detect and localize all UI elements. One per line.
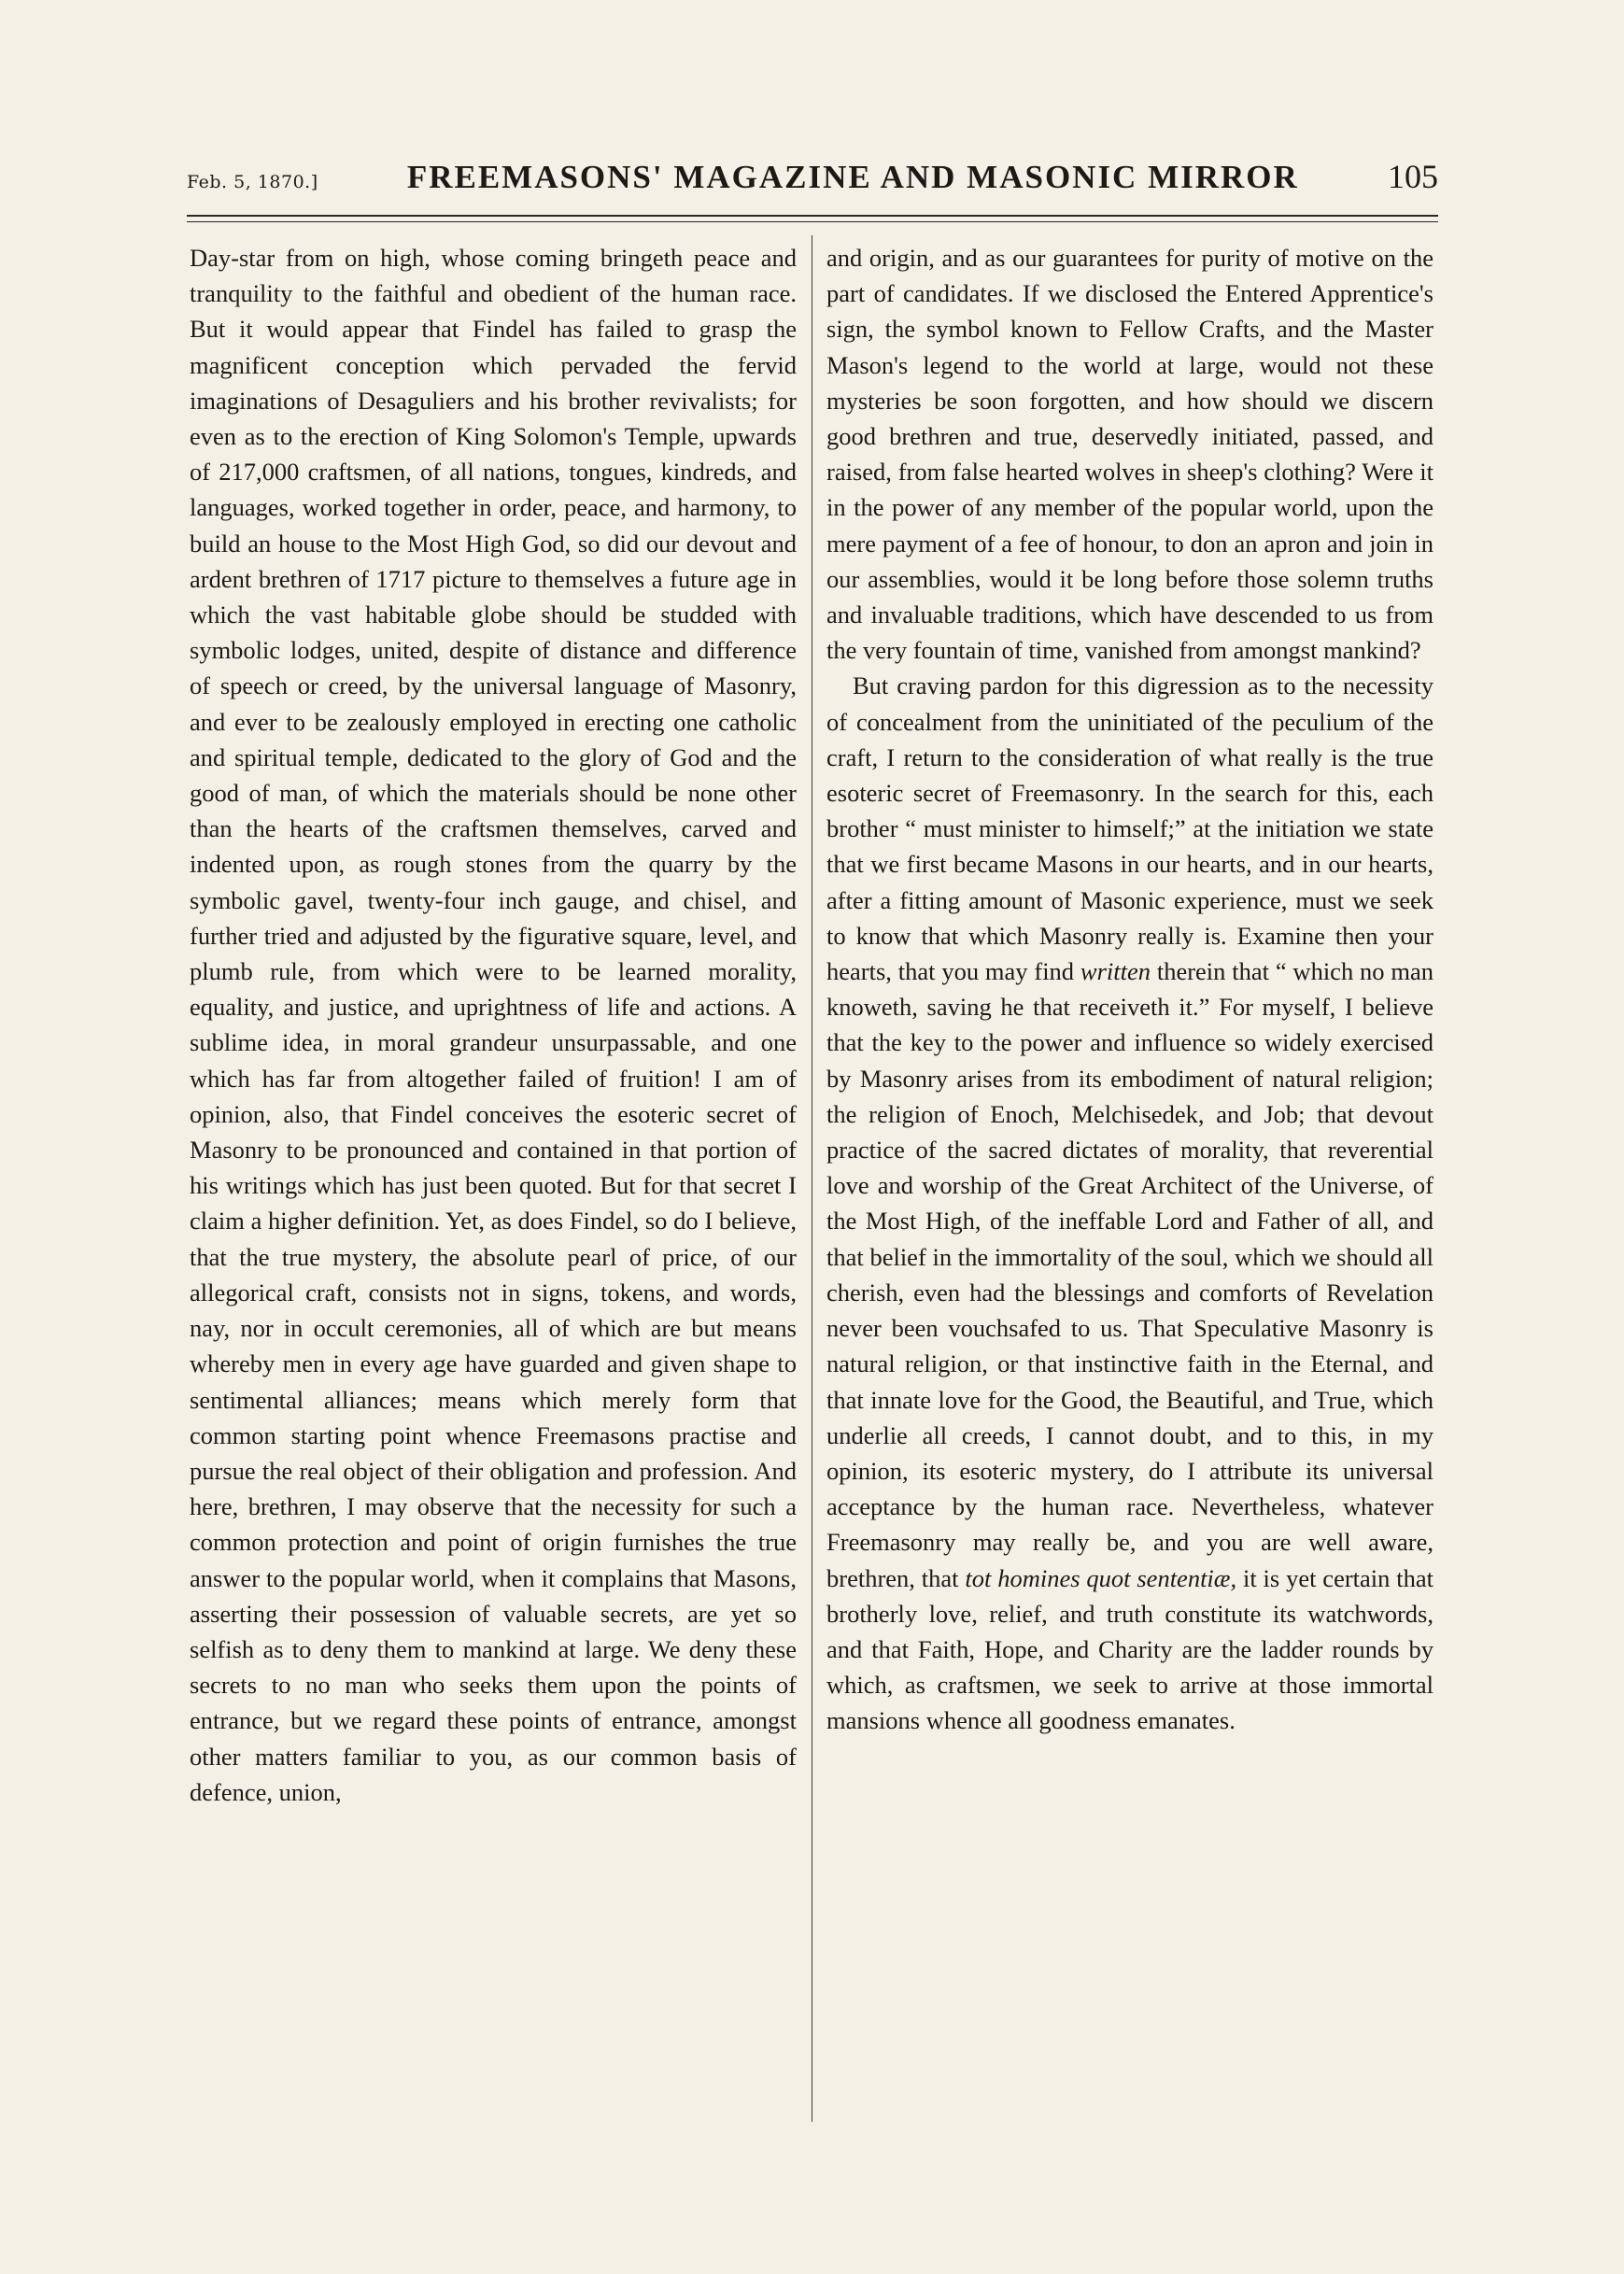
paragraph-2-part-c: it is yet certain that brotherly love, relief, and truth constitute its watchwords, and that Faith, Hope, and Charity are the ladder rounds by which, as craftsmen, we seek to arrive at those immortal mansions whence all goodness emanates. xyxy=(826,1563,1433,1735)
running-header xyxy=(187,157,1438,204)
paragraph-2-part-b: therein that “ which no man knoweth, saving he that receiveth it.” For myself, I believe that the key to the power and influence so widely exercised by Masonry arises from its embodiment of natural religion; the religion of Enoch, Melchisedek, and Job; that devout practice of the sacred dictates of morality, that reverential love and worship of the Great Architect of the Universe, of the Most High, of the ineffable Lord and Father of all, and that belief in the immortality of the soul, which we should all cherish, even had the blessings and comforts of Revelation never been vouchsafed to us. That Speculative Masonry is natural religion, or that instinctive faith in the Eternal, and that innate love for the Good, the Beautiful, and True, which underlie all creeds, I cannot doubt, and to this, in my opinion, its esoteric mystery, do I attribute its universal acceptance by the human race. Nevertheless, whatever Freemasonry may really be, and you are well aware, brethren, that xyxy=(826,957,1434,1592)
paragraph-2-part-a: But craving pardon for this digression as to the necessity of concealment from the uninitiated of the peculium of the craft, I return to the consideration of what really is the true esoteric secret of Freemasonry. In the search for this, each brother “ must minister to himself;” at the initiation we state that we first became Masons in our hearts, and in our hearts, after a fitting amount of Masonic experience, must we seek to know that which Masonry really is. Examine then your hearts, that you may find xyxy=(826,671,1433,986)
header-rule-thick xyxy=(187,215,1438,217)
right-column xyxy=(826,240,1433,1739)
page-number: 105 xyxy=(1388,158,1438,195)
left-column xyxy=(190,240,797,1810)
latin-quotation: tot homines quot sententiæ, xyxy=(965,1563,1237,1592)
emphasis-written: written xyxy=(1080,957,1151,986)
magazine-title: FREEMASONS' MAGAZINE AND MASONIC MIRROR xyxy=(406,159,1299,195)
left-column-paragraph: Day-star from on high, whose coming bringeth peace and tranquility to the faithful and obedient of the human race. But it would appear that Findel has failed to grasp the magnificent conception which pervaded the fervid imaginations of Desaguliers and his brother revivalists; for even as to the erection of King Solomon's Temple, upwards of 217,000 craftsmen, of all nations, tongues, kindreds, and languages, worked together in order, peace, and harmony, to build an house to the Most High God, so did our devout and ardent brethren of 1717 picture to themselves a future age in which the vast habitable globe should be studded with symbolic lodges, united, despite of distance and difference of speech or creed, by the universal language of Masonry, and ever to be zealously employed in erecting one catholic and spiritual temple, dedicated to the glory of God and the good of man, of which the materials should be none other than the hearts of the craftsmen themselves, carved and indented upon, as rough stones from the quarry by the symbolic gavel, twenty-four inch gauge, and chisel, and further tried and adjusted by the figurative square, level, and plumb rule, from which were to be learned morality, equality, and justice, and uprightness of life and actions. A sublime idea, in moral grandeur unsurpassable, and one which has far from altogether failed of fruition! I am of opinion, also, that Findel conceives the esoteric secret of Masonry to be pronounced and contained in that portion of his writings which has just been quoted. But for that secret I claim a higher definition. Yet, as does Findel, so do I believe, that the true mystery, the absolute pearl of price, of our allegorical craft, consists not in signs, tokens, and words, nay, nor in occult ceremonies, all of which are but means whereby men in every age have guarded and given shape to sentimental alliances; means which merely form that common starting point whence Freemasons practise and pursue the real object of their obligation and profession. And here, brethren, I may observe that the necessity for such a common protection and point of origin furnishes the true answer to the popular world, when it complains that Masons, asserting their possession of valuable secrets, are yet so selfish as to deny them to mankind at large. We deny these secrets to no man who seeks them upon the points of entrance, but we regard these points of entrance, amongst other matters familiar to you, as our common basis of defence, union, xyxy=(190,244,797,1806)
right-column-paragraph-1: and origin, and as our guarantees for purity of motive on the part of candidates. If we disclosed the Entered Apprentice's sign, the symbol known to Fellow Crafts, and the Master Mason's legend to the world at large, would not these mysteries be soon forgotten, and how should we discern good brethren and true, deservedly initiated, passed, and raised, from false hearted wolves in sheep's clothing? Were it in the power of any member of the popular world, upon the mere payment of a fee of honour, to don an apron and join in our assemblies, would it be long before those solemn truths and invaluable traditions, which have descended to us from the very fountain of time, vanished from amongst mankind? xyxy=(826,244,1433,665)
issue-date: Feb. 5, 1870.] xyxy=(187,172,318,192)
header-rule-thin xyxy=(187,221,1438,222)
right-column-paragraph-2 xyxy=(826,668,1433,1738)
